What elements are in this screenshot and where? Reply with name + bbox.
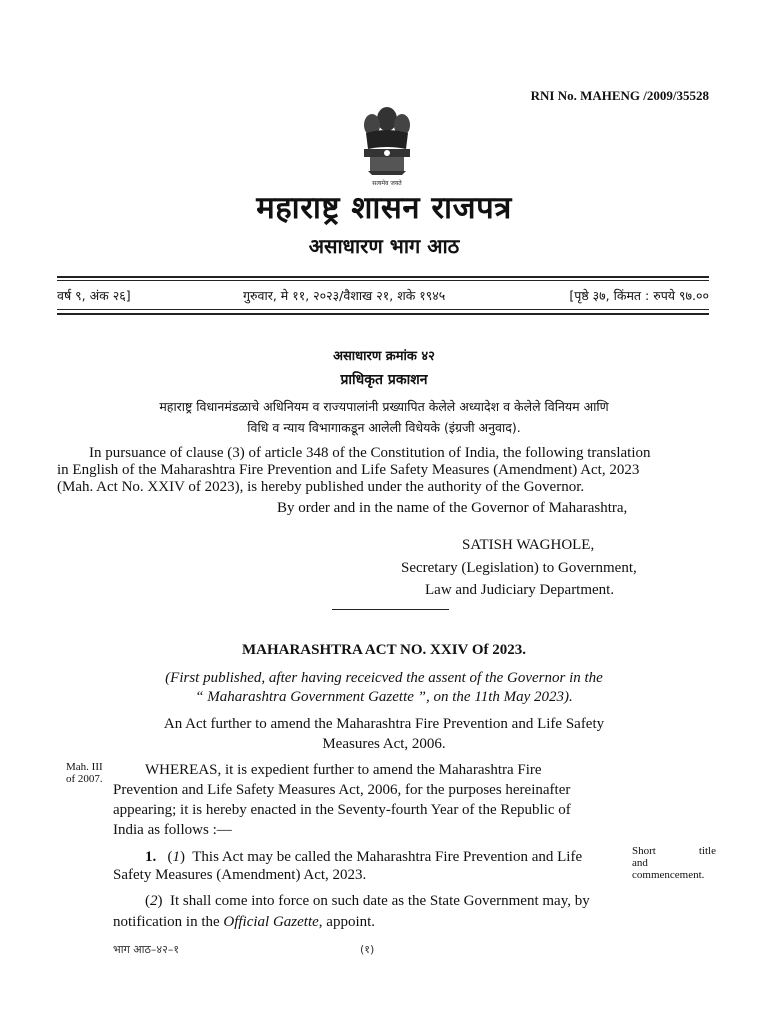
long-title-line1: An Act further to amend the Maharashtra Fire Prevention and Life Safety <box>163 716 605 732</box>
signatory-designation: Secretary (Legislation) to Government, <box>401 560 637 576</box>
by-order-line: By order and in the name of the Governor of Maharashtra, <box>277 500 628 516</box>
short-title-word2: title <box>698 845 716 857</box>
publication-note-line1: (First published, after having receicved the assent of the Governor in the <box>165 670 603 686</box>
whereas-line2: Prevention and Life Safety Measures Act, 2006, for the purposes hereinafter <box>113 782 571 798</box>
authority-heading: प्राधिकृत प्रकाशन <box>340 372 428 388</box>
gazette-subtitle: असाधारण भाग आठ <box>308 234 460 258</box>
emblem-motto: सत्यमेव जयते <box>372 180 402 187</box>
publication-note-line2: “ Maharashtra Government Gazette ”, on the 11th May 2023). <box>195 689 573 705</box>
national-emblem-icon <box>354 103 420 189</box>
long-title-line2: Measures Act, 2006. <box>322 736 446 752</box>
extraordinary-number: असाधारण क्रमांक ४२ <box>333 349 435 364</box>
bottom-rule <box>57 313 709 315</box>
notice-description-line2: विधि व न्याय विभागाकडून आलेली विधेयके (इंग्रजी अनुवाद). <box>247 420 521 435</box>
short-title-margin-note <box>632 845 716 881</box>
page-number: (१) <box>360 943 375 956</box>
section1-second-line <box>145 892 590 911</box>
short-title-commencement: commencement. <box>632 869 705 881</box>
pursuance-line2: in English of the Maharashtra Fire Prevention and Life Safety Measures (Amendment) Act, 2023 <box>57 462 640 478</box>
signatory-name: SATISH WAGHOLE, <box>462 537 595 553</box>
top-rule-thin <box>57 280 709 281</box>
signatory-department: Law and Judiciary Department. <box>425 582 615 598</box>
section1-first-line <box>145 848 582 867</box>
whereas-line4: India as follows :— <box>113 822 232 838</box>
issue-volume: वर्ष ९, अंक २६] <box>57 288 131 303</box>
pursuance-line3: (Mah. Act No. XXIV of 2023), is hereby published under the authority of the Governor. <box>57 479 585 495</box>
issue-info-bar <box>57 287 709 307</box>
footer-part-reference: भाग आठ–४२–१ <box>113 943 180 956</box>
margin-reference-line2: of 2007. <box>66 773 103 785</box>
gazette-title: महाराष्ट्र शासन राजपत्र <box>256 190 512 226</box>
notice-description-line1: महाराष्ट्र विधानमंडळाचे अधिनियम व राज्यपालांनी प्रख्यापित केलेले अध्यादेश व केलेले विनियम आणि <box>159 399 609 414</box>
section1-text-line4 <box>113 913 375 932</box>
short-title-word1: Short <box>632 845 656 857</box>
short-title-and: and <box>632 857 648 869</box>
pursuance-line1: In pursuance of clause (3) of article 348 of the Constitution of India, the following translation <box>89 445 651 461</box>
rni-number: RNI No. MAHENG /2009/35528 <box>530 88 709 103</box>
issue-pages-price: [पृष्ठे ३७, किंमत : रुपये ९७.०० <box>569 288 709 303</box>
section1-line4-end: , appoint. <box>318 914 376 930</box>
section1-subsection2: (2) <box>145 893 163 909</box>
whereas-line3: appearing; it is hereby enacted in the Seventy-fourth Year of the Republic of <box>113 802 571 818</box>
section1-number: 1. <box>145 849 157 865</box>
section1-line4-start: notification in the <box>113 914 224 930</box>
section1-subsection1: (1) <box>167 849 185 865</box>
act-title: MAHARASHTRA ACT NO. XXIV Of 2023. <box>241 642 527 658</box>
section1-text-line2: Safety Measures (Amendment) Act, 2023. <box>113 867 367 883</box>
margin-reference-line1: Mah. III <box>66 761 103 773</box>
section1-text-line3: It shall come into force on such date as the State Government may, by <box>170 893 590 909</box>
separator-line <box>332 609 449 610</box>
issue-date: गुरुवार, मे ११, २०२३/वैशाख २१, शके १९४५ <box>243 288 446 303</box>
official-gazette-term: Official Gazette <box>223 914 319 930</box>
bottom-rule-thin <box>57 309 709 310</box>
section1-text-line1: This Act may be called the Maharashtra Fire Prevention and Life <box>192 849 583 865</box>
top-rule <box>57 276 709 278</box>
whereas-line1: WHEREAS, it is expedient further to amend the Maharashtra Fire <box>145 762 542 778</box>
